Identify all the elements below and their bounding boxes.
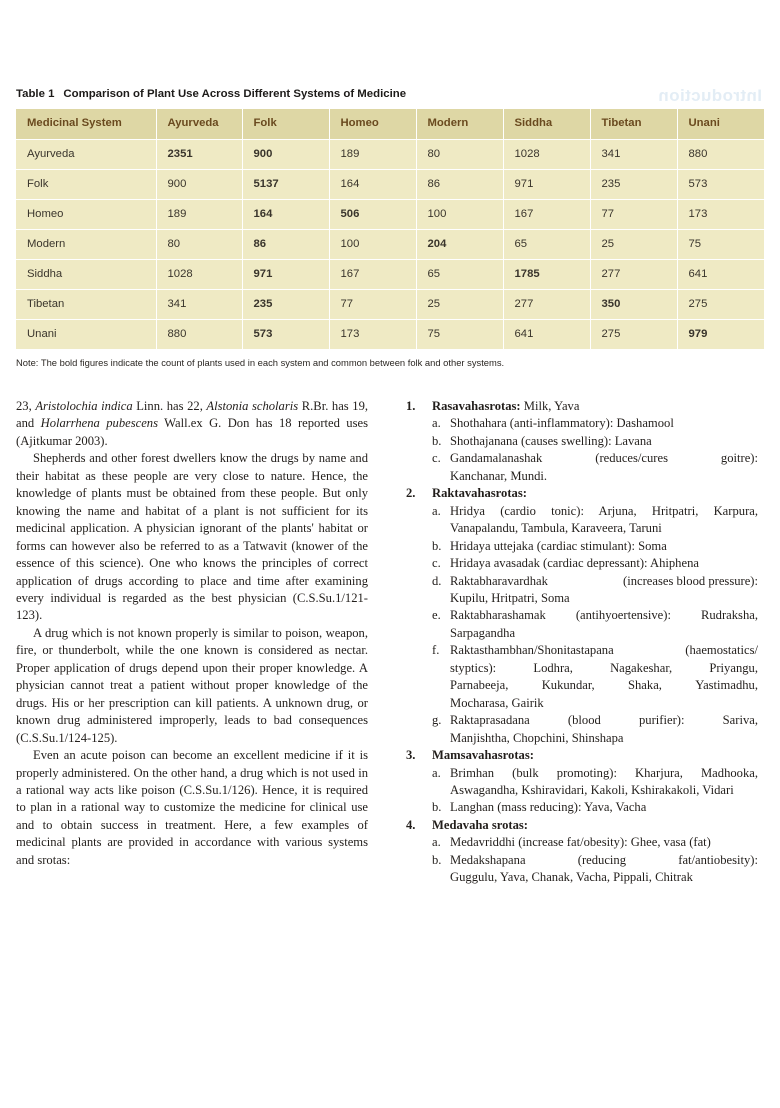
srotas-item — [406, 747, 758, 817]
page-bleed-watermark: Introduction — [658, 86, 762, 105]
srotas-item — [406, 485, 758, 747]
body-columns — [16, 398, 766, 1038]
srotas-sub-letter: d. — [432, 573, 442, 588]
table-cell: 100 — [416, 200, 503, 230]
species-name-holarrhena: Holarrhena pubescens — [40, 416, 158, 431]
srotas-sub-list — [432, 503, 758, 747]
srotas-sub-letter: a. — [432, 835, 441, 850]
srotas-sub-continuation: Manjishtha, Chopchini, Shinshapa — [450, 730, 624, 745]
table-cell: 1785 — [503, 260, 590, 290]
table-body — [16, 140, 764, 350]
table-cell: 880 — [677, 140, 764, 170]
srotas-sub-letter: b. — [432, 538, 442, 553]
table-cell: 900 — [156, 170, 242, 200]
srotas-sub-item — [432, 503, 758, 538]
table-row — [16, 290, 764, 320]
table-cell: 1028 — [503, 140, 590, 170]
table-cell: 77 — [329, 290, 416, 320]
srotas-sub-item — [432, 573, 758, 608]
table-caption-text: Comparison of Plant Use Across Different Systems of Medicine — [63, 88, 407, 100]
srotas-sub-text: Hridya (cardio tonic): Arjuna, Hritpatri, Karpura, Vanapalandu, Tambula, Karaveera, Taruni — [450, 503, 758, 536]
justified-line: Raktasthambhan/Shonitastapana (haemostatics/ — [450, 643, 758, 658]
srotas-sub-letter: c. — [432, 451, 441, 466]
species-name-aristolochia: Aristolochia indica — [35, 399, 133, 413]
table-caption-label: Table 1 — [16, 88, 55, 100]
srotas-sub-continuation: Guggulu, Yava, Chanak, Vacha, Pippali, Chitrak — [450, 870, 693, 885]
table-row-label: Siddha — [16, 260, 156, 290]
justified-line: styptics): Lodhra, Nagakeshar, Priyangu, — [450, 660, 758, 675]
srotas-term: Mamsavahasrotas: — [432, 748, 534, 763]
srotas-item-number: 2. — [406, 486, 416, 501]
srotas-sub-letter: a. — [432, 765, 441, 780]
srotas-item-heading — [432, 747, 758, 764]
srotas-sub-item — [432, 555, 758, 572]
table-cell: 573 — [242, 320, 329, 350]
table-cell: 979 — [677, 320, 764, 350]
srotas-sub-item — [432, 607, 758, 642]
srotas-item-heading — [432, 398, 758, 415]
table-cell: 971 — [503, 170, 590, 200]
table-row — [16, 260, 764, 290]
srotas-sub-item — [432, 433, 758, 450]
srotas-item-number: 4. — [406, 817, 416, 832]
table-cell: 341 — [156, 290, 242, 320]
table-cell: 75 — [677, 230, 764, 260]
srotas-term-plants: Milk, Yava — [520, 399, 580, 413]
table-cell: 235 — [590, 170, 677, 200]
table-cell: 641 — [677, 260, 764, 290]
table-row — [16, 200, 764, 230]
srotas-sub-list — [432, 765, 758, 817]
justified-line: Parnabeeja, Kukundar, Shaka, Yastimadhu, — [450, 678, 758, 693]
srotas-sub-item — [432, 415, 758, 432]
table-row — [16, 170, 764, 200]
table-header-cell-2: Folk — [242, 109, 329, 140]
srotas-item — [406, 398, 758, 485]
table-cell: 100 — [329, 230, 416, 260]
srotas-sub-continuation: Kupilu, Hritpatri, Soma — [450, 590, 570, 605]
srotas-sub-letter: b. — [432, 852, 442, 867]
table-header-cell-4: Modern — [416, 109, 503, 140]
table-cell: 65 — [503, 230, 590, 260]
table-header-cell-0: Medicinal System — [16, 109, 156, 140]
table-cell: 880 — [156, 320, 242, 350]
table-cell: 164 — [242, 200, 329, 230]
table-cell: 573 — [677, 170, 764, 200]
table-cell: 275 — [590, 320, 677, 350]
table-cell: 641 — [503, 320, 590, 350]
srotas-sub-text: Raktabharashamak (antihyoertensive): Rudraksha, Sarpagandha — [450, 608, 758, 640]
table-cell: 341 — [590, 140, 677, 170]
srotas-term: Medavaha srotas: — [432, 817, 528, 832]
srotas-sub-text: Hridaya uttejaka (cardiac stimulant): Soma — [450, 538, 667, 553]
srotas-sub-text: Medavriddhi (increase fat/obesity): Ghee, vasa (fat) — [450, 835, 711, 850]
justified-line: Raktaprasadana (blood purifier): Sariva, — [450, 713, 758, 728]
srotas-sub-text: Shothahara (anti-inflammatory): Dashamool — [450, 416, 674, 431]
srotas-item — [406, 817, 758, 887]
table-cell: 80 — [416, 140, 503, 170]
table-row-label: Modern — [16, 230, 156, 260]
table-cell: 5137 — [242, 170, 329, 200]
table-row-label: Unani — [16, 320, 156, 350]
table-caption — [16, 88, 764, 100]
table-cell: 350 — [590, 290, 677, 320]
paragraph-2: Shepherds and other forest dwellers know the drugs by name and their habitat as these people are very close to nature. Hence, the knowledge of plants must be obtained from these people. But only knowing the name and habitat of a plant is not sufficient for its medicinal application. A physician ignorant of the plants' habitat or forms can however also be referred to as a Tatwavit (knower of the essence of this science). One who knows the principles of correct application of drugs according to place and time after examining every individual is regarded as the best physician (C.S.Su.1/121-123). — [16, 451, 368, 623]
srotas-sub-letter: a. — [432, 503, 441, 518]
table-cell: 506 — [329, 200, 416, 230]
table-1-block — [16, 88, 764, 368]
table-note: Note: The bold figures indicate the count of plants used in each system and common between folk and other systems. — [16, 357, 505, 368]
srotas-sub-letter: g. — [432, 713, 442, 728]
table-row-label: Homeo — [16, 200, 156, 230]
srotas-list — [406, 398, 758, 887]
table-cell: 189 — [329, 140, 416, 170]
table-row — [16, 140, 764, 170]
left-text-column — [16, 398, 368, 869]
table-cell: 204 — [416, 230, 503, 260]
table-cell: 65 — [416, 260, 503, 290]
srotas-sub-letter: b. — [432, 800, 442, 815]
srotas-sub-item — [432, 712, 758, 747]
table-cell: 80 — [156, 230, 242, 260]
table-cell: 900 — [242, 140, 329, 170]
table-header-cell-5: Siddha — [503, 109, 590, 140]
table-cell: 275 — [677, 290, 764, 320]
srotas-sub-text: Langhan (mass reducing): Yava, Vacha — [450, 800, 647, 815]
table-cell: 173 — [329, 320, 416, 350]
srotas-item-number: 3. — [406, 748, 416, 763]
table-cell: 189 — [156, 200, 242, 230]
srotas-sub-item — [432, 642, 758, 712]
table-cell: 277 — [503, 290, 590, 320]
table-cell: 75 — [416, 320, 503, 350]
srotas-term: Rasavahasrotas: — [432, 399, 521, 413]
srotas-sub-letter: e. — [432, 608, 441, 623]
table-cell: 2351 — [156, 140, 242, 170]
table-cell: 971 — [242, 260, 329, 290]
srotas-sub-item — [432, 799, 758, 816]
table-row-label: Tibetan — [16, 290, 156, 320]
table-cell: 77 — [590, 200, 677, 230]
table-header-cell-1: Ayurveda — [156, 109, 242, 140]
paragraph-4: Even an acute poison can become an excellent medicine if it is properly administered. On the other hand, a drug which is not used in a rational way acts like poison (C.S.Su.1/126). Hence, it is required to plan in a rational way to customize the medicine for clinical use and to obtain success in treatment. Here, a few examples of medicinal plants are provided in accordance with various systems and srotas: — [16, 748, 368, 867]
srotas-sub-item — [432, 538, 758, 555]
table-cell: 167 — [329, 260, 416, 290]
srotas-item-heading — [432, 485, 758, 502]
table-row-label: Ayurveda — [16, 140, 156, 170]
srotas-sub-continuation: Kanchanar, Mundi. — [450, 468, 548, 483]
table-row-label: Folk — [16, 170, 156, 200]
srotas-sub-letter: c. — [432, 556, 441, 571]
table-cell: 25 — [590, 230, 677, 260]
table-header-cell-6: Tibetan — [590, 109, 677, 140]
srotas-item-number: 1. — [406, 399, 416, 413]
srotas-sub-item — [432, 450, 758, 485]
table-cell: 25 — [416, 290, 503, 320]
srotas-sub-continuation: Mocharasa, Gairik — [450, 695, 544, 710]
table-cell: 173 — [677, 200, 764, 230]
paragraph-1: 23, Aristolochia indica Linn. has 22, Alstonia scholaris R.Br. has 19, and Holarrhena pubescens Wall.ex G. Don has 18 reported uses (Ajitkumar 2003). — [16, 399, 369, 448]
paragraph-3: A drug which is not known properly is similar to poison, weapon, fire, or thunderbolt, while the one known is considered as nectar. Proper application of drugs depend upon their proper knowledge. A physician cannot treat a patient without proper knowledge of the drugs. His or her prescription can kill patients. A unknown drug, or known drug administered improperly, leads to bad consequences (C.S.Su.1/124-125). — [16, 625, 368, 745]
justified-line: Gandamalanashak (reduces/cures goitre): — [450, 451, 758, 466]
srotas-sub-text: Brimhan (bulk promoting): Kharjura, Madhooka, Aswagandha, Kshiravidari, Kakoli, Kshirakakoli, Vidari — [450, 765, 758, 797]
srotas-sub-text: Hridaya avasadak (cardiac depressant): Ahiphena — [450, 556, 699, 571]
srotas-sub-list — [432, 834, 758, 886]
srotas-sub-letter: a. — [432, 416, 441, 431]
table-cell: 164 — [329, 170, 416, 200]
table-row — [16, 230, 764, 260]
species-name-alstonia: Alstonia scholaris — [206, 399, 299, 413]
srotas-sub-letter: f. — [432, 643, 440, 658]
table-cell: 86 — [242, 230, 329, 260]
table-cell: 86 — [416, 170, 503, 200]
table-cell: 167 — [503, 200, 590, 230]
justified-line: Medakshapana (reducing fat/antiobesity): — [450, 852, 758, 867]
srotas-sub-letter: b. — [432, 433, 442, 448]
table-header-cell-3: Homeo — [329, 109, 416, 140]
table-cell: 277 — [590, 260, 677, 290]
table-cell: 235 — [242, 290, 329, 320]
right-list-column — [406, 398, 758, 887]
table-cell: 1028 — [156, 260, 242, 290]
srotas-sub-text: Shothajanana (causes swelling): Lavana — [450, 433, 652, 448]
srotas-sub-item — [432, 852, 758, 887]
srotas-sub-item — [432, 834, 758, 851]
table-header-cell-7: Unani — [677, 109, 764, 140]
srotas-sub-list — [432, 415, 758, 485]
justified-line: Raktabharavardhak (increases blood pressure): — [450, 573, 758, 588]
srotas-term: Raktavahasrotas: — [432, 486, 527, 501]
table-header-row — [16, 109, 764, 140]
srotas-sub-item — [432, 765, 758, 800]
srotas-item-heading — [432, 817, 758, 834]
table-row — [16, 320, 764, 350]
comparison-table — [16, 109, 764, 349]
